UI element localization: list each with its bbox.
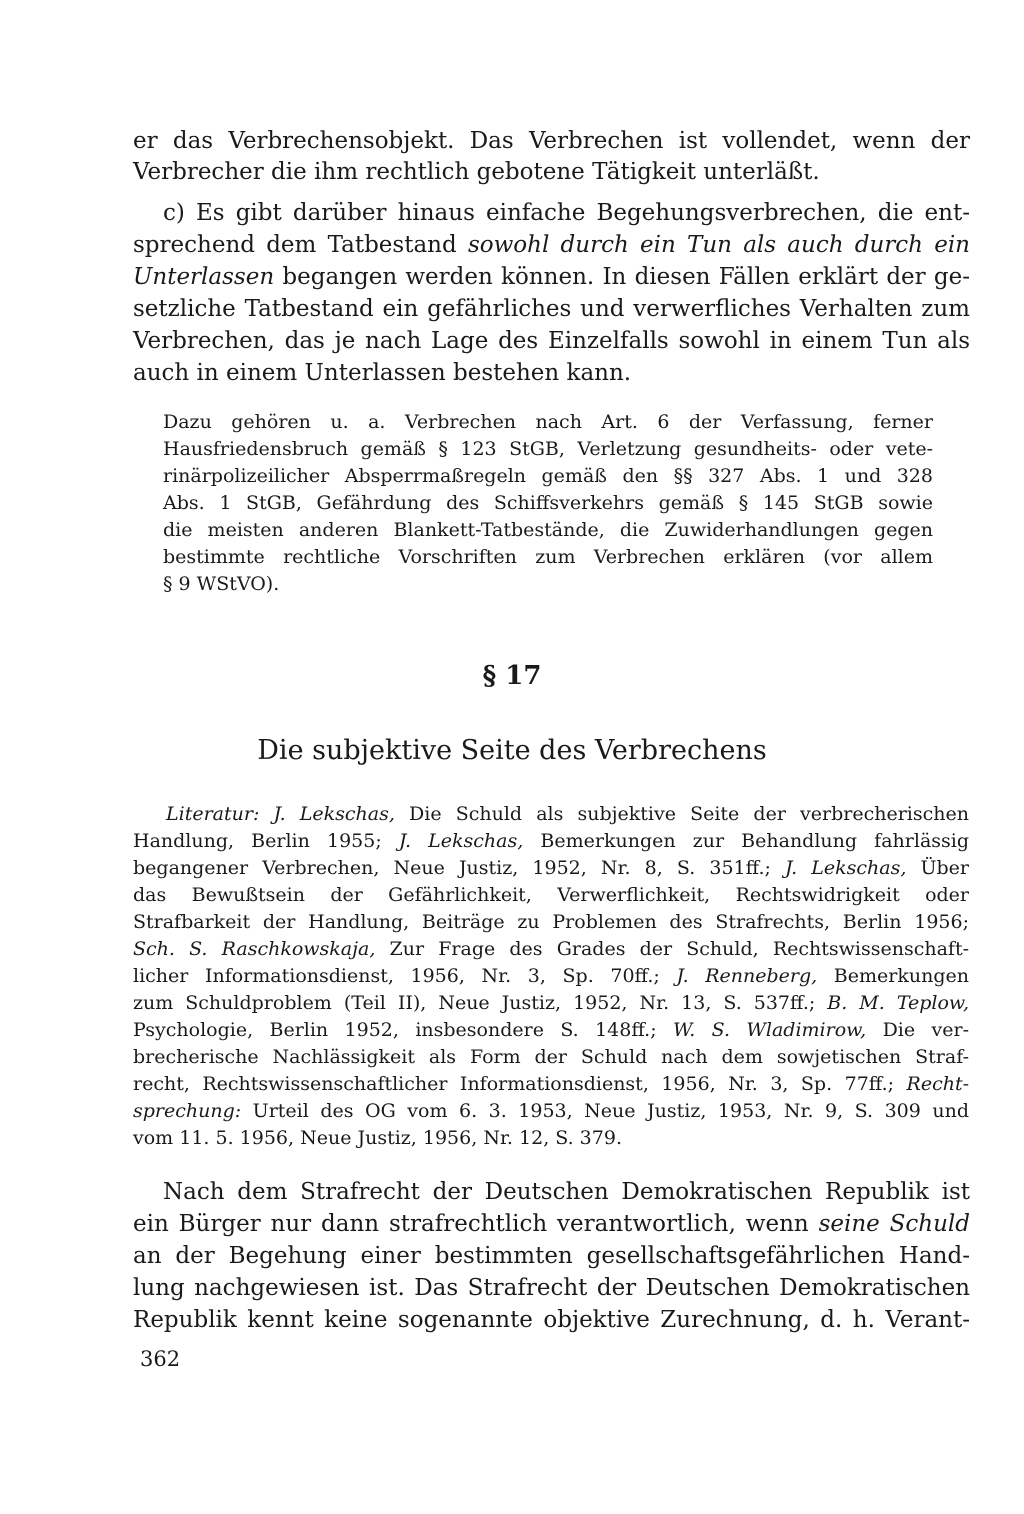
note-line: Dazu gehören u. a. Verbrechen nach Art. 6 der Verfassung, ferner (163, 411, 933, 433)
text-span: begangener Verbrechen, Neue Justiz, 1952, Nr. 8, S. 351ff.; (133, 857, 785, 879)
emphasis-text: Literatur: J. Lekschas, (166, 803, 395, 825)
text-span: Bemerkungen zur Behandlung fahrlässig (523, 830, 970, 852)
emphasis-text: seine Schuld (818, 1211, 970, 1237)
literature-line: Strafbarkeit der Handlung, Beiträge zu Problemen des Strafrechts, Berlin 1956; (133, 911, 969, 933)
literature-line (133, 830, 969, 852)
text-span: recht, Rechtswissenschaftlicher Informationsdienst, 1956, Nr. 3, Sp. 77ff.; (133, 1073, 907, 1095)
literature-line (133, 938, 969, 960)
text-line: Nach dem Strafrecht der Deutschen Demokratischen Republik ist (163, 1179, 970, 1205)
literature-line (133, 1100, 969, 1122)
literature-line: brecherische Nachlässigkeit als Form der Schuld nach dem sowjetischen Straf- (133, 1046, 969, 1068)
text-line (133, 1211, 970, 1237)
literature-line: das Bewußtsein der Gefährlichkeit, Verwerflichkeit, Rechtswidrigkeit oder (133, 884, 969, 906)
text-span: Psychologie, Berlin 1952, insbesondere S. 148ff.; (133, 1019, 673, 1041)
emphasis-text: J. Renneberg, (676, 965, 818, 987)
note-line: Hausfriedensbruch gemäß § 123 StGB, Verletzung gesundheits- oder vete- (163, 438, 933, 460)
literature-line (166, 803, 969, 825)
text-line: lung nachgewiesen ist. Das Strafrecht der Deutschen Demokratischen (133, 1275, 970, 1301)
text-span: sprechend dem Tatbestand (133, 232, 468, 258)
text-line (133, 264, 970, 290)
emphasis-text: Unterlassen (133, 264, 275, 290)
text-span: Urteil des OG vom 6. 3. 1953, Neue Justiz, 1953, Nr. 9, S. 309 und (241, 1100, 969, 1122)
text-line (133, 232, 970, 258)
text-span: Die ver- (866, 1019, 969, 1041)
emphasis-text: Recht- (906, 1073, 969, 1095)
literature-line (133, 1019, 969, 1041)
text-line: Verbrecher die ihm rechtlich gebotene Tätigkeit unterläßt. (133, 159, 820, 185)
text-line: er das Verbrechensobjekt. Das Verbrechen ist vollendet, wenn der (133, 128, 970, 154)
text-span: licher Informationsdienst, 1956, Nr. 3, Sp. 70ff.; (133, 965, 677, 987)
section-title: Die subjektive Seite des Verbrechens (257, 735, 767, 766)
note-line: Abs. 1 StGB, Gefährdung des Schiffsverkehrs gemäß § 145 StGB sowie (163, 492, 933, 514)
text-line: an der Begehung einer bestimmten gesellschaftsgefährlichen Hand- (133, 1243, 970, 1269)
text-span: Über (906, 857, 969, 879)
literature-line (133, 1073, 969, 1095)
text-span: Handlung, Berlin 1955; (133, 830, 399, 852)
section-number: § 17 (482, 661, 542, 691)
text-line: setzliche Tatbestand ein gefährliches und verwerfliches Verhalten zum (133, 296, 970, 322)
text-span: begangen werden können. In diesen Fällen erklärt der ge- (274, 264, 970, 290)
literature-line (133, 992, 969, 1014)
emphasis-text: W. S. Wladimirow, (672, 1019, 867, 1041)
emphasis-text: sowohl durch ein Tun als auch durch ein (467, 232, 970, 258)
text-span: Die Schuld als subjektive Seite der verbrecherischen (394, 803, 969, 825)
note-line: rinärpolizeilicher Absperrmaßregeln gemäß den §§ 327 Abs. 1 und 328 (163, 465, 933, 487)
page-number: 362 (140, 1347, 181, 1371)
note-line: die meisten anderen Blankett-Tatbestände, die Zuwiderhandlungen gegen (163, 519, 933, 541)
literature-line (133, 857, 969, 879)
text-line: Republik kennt keine sogenannte objektive Zurechnung, d. h. Verant- (133, 1307, 970, 1333)
text-span: Bemerkungen (817, 965, 969, 987)
text-span: zum Schuldproblem (Teil II), Neue Justiz, 1952, Nr. 13, S. 537ff.; (133, 992, 828, 1014)
text-span: Zur Frage des Grades der Schuld, Rechtswissenschaft- (375, 938, 969, 960)
note-line: bestimmte rechtliche Vorschriften zum Verbrechen erklären (vor allem (163, 546, 933, 568)
text-span: ein Bürger nur dann strafrechtlich verantwortlich, wenn (133, 1211, 819, 1237)
note-line: § 9 WStVO). (163, 573, 280, 595)
emphasis-text: J. Lekschas, (784, 857, 907, 879)
emphasis-text: B. M. Teplow, (827, 992, 969, 1014)
text-line: auch in einem Unterlassen bestehen kann. (133, 360, 632, 386)
literature-line (133, 965, 969, 987)
literature-line: vom 11. 5. 1956, Neue Justiz, 1956, Nr. 12, S. 379. (133, 1127, 622, 1149)
text-line: Verbrechen, das je nach Lage des Einzelfalls sowohl in einem Tun als (133, 328, 970, 354)
emphasis-text: sprechung: (133, 1100, 242, 1122)
text-line: c) Es gibt darüber hinaus einfache Begehungsverbrechen, die ent- (163, 200, 970, 226)
emphasis-text: Sch. S. Raschkowskaja, (133, 938, 376, 960)
emphasis-text: J. Lekschas, (398, 830, 524, 852)
